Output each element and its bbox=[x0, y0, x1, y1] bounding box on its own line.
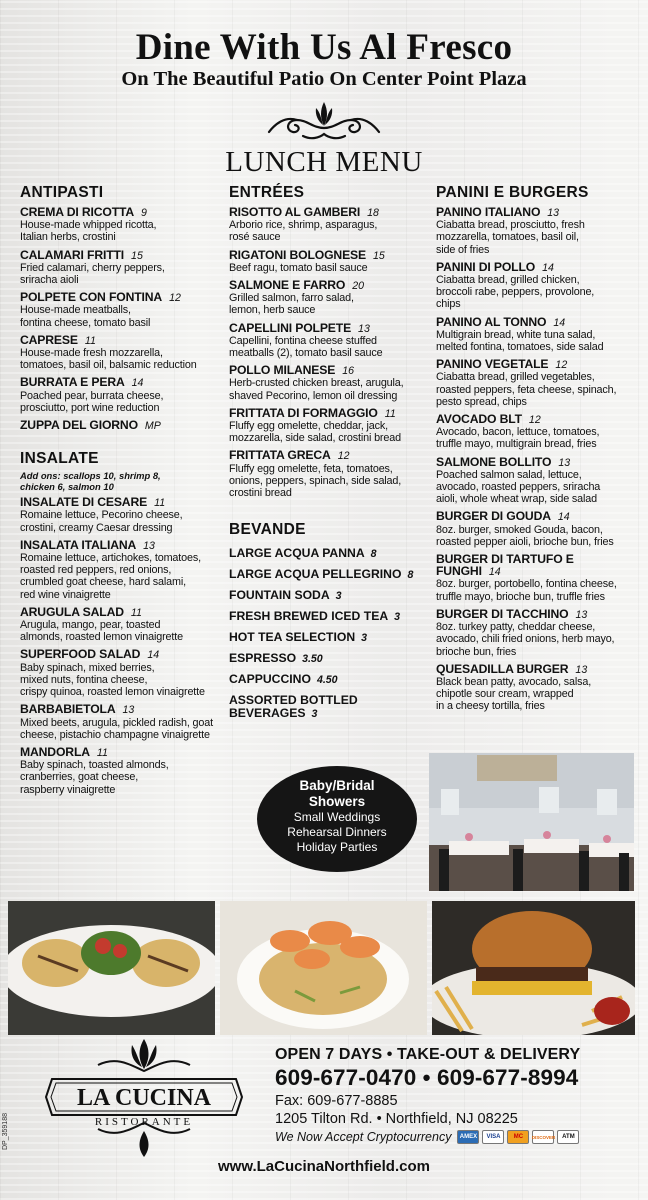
item-price: 11 bbox=[84, 334, 96, 347]
item-price: 14 bbox=[553, 316, 566, 329]
menu-item bbox=[436, 358, 646, 408]
menu-item bbox=[436, 206, 646, 256]
menu-item bbox=[20, 376, 230, 414]
item-name: ARUGULA SALAD bbox=[20, 604, 124, 619]
phone-numbers[interactable]: 609-677-0470 • 609-677-8994 bbox=[275, 1065, 579, 1090]
promo-headline: Baby/Bridal Showers bbox=[299, 778, 375, 809]
item-price: 12 bbox=[528, 414, 541, 427]
item-price: 14 bbox=[488, 566, 501, 579]
contact-block bbox=[275, 1046, 645, 1144]
item-desc: Multigrain bread, white tuna salad, melted fontina, tomatoes, side salad bbox=[436, 328, 604, 354]
item-price: 3 bbox=[335, 590, 342, 603]
menu-item bbox=[436, 663, 646, 713]
item-name: SALMONE E FARRO bbox=[229, 278, 346, 293]
item-name: SUPERFOOD SALAD bbox=[20, 647, 141, 662]
item-price: 3.50 bbox=[302, 653, 323, 666]
section-title-entrees: ENTRÉES bbox=[229, 184, 305, 201]
item-price: 13 bbox=[575, 608, 588, 621]
item-price: 9 bbox=[141, 207, 147, 219]
item-price: 15 bbox=[373, 249, 385, 262]
item-name: ASSORTED BOTTLED BEVERAGES bbox=[229, 693, 358, 721]
item-price: 11 bbox=[384, 407, 396, 420]
item-price: 14 bbox=[542, 261, 554, 274]
item-desc: Fried calamari, cherry peppers, sriracha aioli bbox=[20, 261, 165, 287]
item-desc: Romaine lettuce, artichokes, tomatoes, roasted red peppers, red onions, crumbled goat cheese, hard salami, red wine vinaigrette bbox=[20, 552, 201, 601]
item-price: 11 bbox=[154, 497, 166, 510]
menu-item bbox=[229, 249, 434, 274]
item-price: 11 bbox=[96, 746, 108, 759]
item-price: 16 bbox=[342, 365, 355, 378]
item-name: QUESADILLA BURGER bbox=[436, 661, 569, 676]
item-name: ZUPPA DEL GIORNO bbox=[20, 418, 138, 433]
antipasti-list bbox=[20, 206, 230, 432]
item-desc: House-made fresh mozzarella, tomatoes, basil oil, balsamic reduction bbox=[20, 347, 197, 372]
item-price: 3 bbox=[361, 632, 368, 645]
events-promo-badge bbox=[257, 766, 417, 872]
item-name: FRITTATA DI FORMAGGIO bbox=[229, 405, 378, 420]
insalate-list bbox=[20, 496, 230, 795]
menu-item bbox=[229, 279, 434, 317]
beverage-item bbox=[229, 568, 434, 582]
item-price: 3 bbox=[311, 708, 318, 721]
item-name: CAPRESE bbox=[20, 332, 78, 347]
promo-line: Small Weddings bbox=[293, 810, 381, 824]
item-price: 4.50 bbox=[316, 674, 338, 687]
item-desc: Ciabatta bread, grilled chicken, broccoli rabe, peppers, provolone, chips bbox=[436, 274, 595, 311]
item-desc: 8oz. burger, portobello, fontina cheese, truffle mayo, brioche bun, truffle fries bbox=[436, 578, 617, 603]
address: 1205 Tilton Rd. • Northfield, NJ 08225 bbox=[275, 1111, 518, 1127]
item-name: FRITTATA GRECA bbox=[229, 448, 331, 463]
item-desc: House-made whipped ricotta, Italian herbs, crostini bbox=[20, 219, 157, 244]
section-title-panini: PANINI E BURGERS bbox=[436, 184, 589, 201]
item-name: LARGE ACQUA PANNA bbox=[229, 546, 365, 561]
item-name: MANDORLA bbox=[20, 744, 90, 759]
item-desc: Beef ragu, tomato basil sauce bbox=[229, 261, 368, 274]
item-price: 13 bbox=[547, 207, 560, 219]
item-name: CAPELLINI POLPETE bbox=[229, 320, 352, 335]
item-name: BURGER DI TARTUFO E FUNGHI bbox=[436, 552, 574, 579]
item-name: LARGE ACQUA PELLEGRINO bbox=[229, 567, 402, 582]
menu-item bbox=[20, 496, 230, 534]
column-right bbox=[436, 184, 646, 718]
la-cucina-logo bbox=[38, 1035, 250, 1161]
menu-item bbox=[436, 413, 646, 451]
mastercard-icon: MC bbox=[507, 1130, 529, 1144]
item-price: 12 bbox=[337, 450, 350, 463]
item-name: PANINO ITALIANO bbox=[436, 205, 541, 219]
section-title-antipasti: ANTIPASTI bbox=[20, 184, 104, 201]
item-name: BURRATA E PERA bbox=[20, 375, 125, 390]
item-price: 13 bbox=[122, 704, 135, 717]
item-desc: 8oz. turkey patty, cheddar cheese, avocado, chili fried onions, herb mayo, brioche bun, fries bbox=[436, 621, 615, 658]
item-name: CALAMARI FRITTI bbox=[20, 247, 125, 262]
item-desc: Poached pear, burrata cheese, prosciutto, port wine reduction bbox=[20, 389, 164, 414]
menu-item bbox=[20, 206, 230, 244]
beverage-item bbox=[229, 673, 434, 687]
logo-sub: RISTORANTE bbox=[94, 1116, 194, 1128]
crypto-note: We Now Accept Cryptocurrency bbox=[275, 1130, 452, 1144]
menu-item bbox=[20, 606, 230, 644]
menu-item bbox=[229, 364, 434, 402]
promo-line: Holiday Parties bbox=[296, 840, 378, 854]
item-name: RISOTTO AL GAMBERI bbox=[229, 205, 361, 219]
panini-list bbox=[436, 206, 646, 713]
item-price: MP bbox=[144, 420, 161, 433]
insalate-addons-note: Add ons: scallops 10, shrimp 8, chicken 6, salmon 10 bbox=[20, 470, 161, 493]
fax-number: Fax: 609-677-8885 bbox=[275, 1093, 398, 1109]
print-code: DP_359188 bbox=[2, 1113, 9, 1150]
item-price: 8 bbox=[370, 548, 377, 561]
menu-item bbox=[20, 746, 230, 796]
item-name: BARBABIETOLA bbox=[20, 702, 116, 717]
promo-line: Rehearsal Dinners bbox=[287, 825, 387, 839]
beverage-item bbox=[229, 547, 434, 561]
burger-fries-photo bbox=[432, 901, 635, 1035]
item-name: AVOCADO BLT bbox=[436, 412, 522, 427]
item-name: SALMONE BOLLITO bbox=[436, 454, 552, 469]
logo-name: LA CUCINA bbox=[76, 1085, 212, 1111]
item-desc: Avocado, bacon, lettuce, tomatoes, truffle mayo, multigrain bread, fries bbox=[436, 426, 600, 451]
discover-card-icon: DISCOVER bbox=[532, 1130, 554, 1144]
menu-item bbox=[229, 449, 434, 499]
item-price: 13 bbox=[575, 663, 588, 676]
item-desc: Fluffy egg omelette, cheddar, jack, mozzarella, side salad, crostini bread bbox=[229, 420, 401, 445]
item-name: INSALATE DI CESARE bbox=[20, 495, 148, 510]
menu-heading: LUNCH MENU bbox=[225, 146, 423, 178]
beverage-item bbox=[229, 652, 434, 666]
item-desc: Ciabatta bread, prosciutto, fresh mozzarella, tomatoes, basil oil, side of fries bbox=[436, 219, 585, 256]
item-price: 13 bbox=[558, 456, 571, 469]
item-name: BURGER DI TACCHINO bbox=[436, 606, 569, 621]
beverage-item bbox=[229, 610, 434, 624]
column-left bbox=[20, 184, 230, 801]
item-name: ESPRESSO bbox=[229, 651, 297, 666]
section-title-bevande: BEVANDE bbox=[229, 521, 306, 539]
item-name: POLLO MILANESE bbox=[229, 363, 336, 378]
item-desc: Arugula, mango, pear, toasted almonds, roasted lemon vinaigrette bbox=[20, 619, 183, 644]
menu-item bbox=[436, 261, 646, 311]
menu-item bbox=[436, 510, 646, 548]
section-title-insalate: INSALATE bbox=[20, 450, 99, 468]
item-name: FOUNTAIN SODA bbox=[229, 588, 330, 603]
item-price: 11 bbox=[130, 606, 142, 619]
menu-item bbox=[20, 419, 230, 432]
item-desc: Arborio rice, shrimp, asparagus, rosé sauce bbox=[229, 219, 378, 244]
beverage-item bbox=[229, 694, 359, 721]
menu-item bbox=[229, 206, 434, 244]
item-price: 18 bbox=[367, 207, 379, 219]
item-name: PANINO AL TONNO bbox=[436, 314, 547, 329]
item-price: 13 bbox=[358, 322, 370, 335]
item-name: PANINI DI POLLO bbox=[436, 259, 536, 274]
item-price: 14 bbox=[131, 377, 144, 390]
menu-item bbox=[229, 407, 434, 445]
item-price: 8 bbox=[407, 569, 414, 582]
bevande-list bbox=[229, 547, 434, 721]
item-price: 20 bbox=[352, 280, 365, 293]
item-desc: Mixed beets, arugula, pickled radish, goat cheese, pistachio champagne vinaigrette bbox=[20, 716, 213, 741]
item-price: 12 bbox=[555, 359, 568, 372]
eggplant-dish-photo bbox=[8, 901, 215, 1035]
shrimp-risotto-photo bbox=[220, 901, 427, 1035]
amex-card-icon: AMEX bbox=[457, 1130, 479, 1144]
item-price: 14 bbox=[557, 511, 570, 524]
item-price: 3 bbox=[394, 611, 401, 624]
item-name: CREMA DI RICOTTA bbox=[20, 205, 135, 219]
visa-card-icon: VISA bbox=[482, 1130, 504, 1144]
item-name: PANINO VEGETALE bbox=[436, 357, 549, 372]
item-price: 12 bbox=[169, 292, 181, 305]
page-title: Dine With Us Al Fresco bbox=[135, 27, 513, 68]
menu-item bbox=[20, 648, 230, 698]
menu-item bbox=[436, 456, 646, 506]
item-name: CAPPUCCINO bbox=[229, 672, 311, 687]
website-link[interactable]: www.LaCucinaNorthfield.com bbox=[218, 1158, 430, 1175]
item-price: 15 bbox=[131, 249, 143, 262]
item-name: FRESH BREWED ICED TEA bbox=[229, 609, 389, 624]
item-name: RIGATONI BOLOGNESE bbox=[229, 247, 367, 262]
item-desc: House-made meatballs, fontina cheese, tomato basil bbox=[20, 304, 151, 329]
item-name: HOT TEA SELECTION bbox=[229, 630, 356, 645]
dining-room-photo bbox=[429, 753, 634, 891]
item-desc: Baby spinach, mixed berries, mixed nuts, fontina cheese, crispy quinoa, roasted lemon vinaigrette bbox=[20, 661, 205, 699]
payment-row bbox=[275, 1130, 645, 1144]
ornament-icon bbox=[263, 98, 385, 144]
item-name: BURGER DI GOUDA bbox=[436, 509, 551, 524]
menu-item bbox=[20, 334, 230, 372]
item-desc: Fluffy egg omelette, feta, tomatoes, onions, peppers, spinach, side salad, crostini bread bbox=[229, 462, 402, 500]
item-desc: Romaine lettuce, Pecorino cheese, crostini, creamy Caesar dressing bbox=[20, 509, 183, 534]
item-desc: Ciabatta bread, grilled vegetables, roasted peppers, feta cheese, spinach, pesto spread, chips bbox=[436, 371, 617, 408]
item-name: INSALATA ITALIANA bbox=[20, 537, 137, 552]
menu-item bbox=[20, 249, 230, 287]
hours-banner: OPEN 7 DAYS • TAKE-OUT & DELIVERY bbox=[275, 1046, 581, 1063]
item-desc: Grilled salmon, farro salad, lemon, herb sauce bbox=[229, 292, 354, 317]
item-price: 13 bbox=[143, 539, 155, 552]
item-desc: Herb-crusted chicken breast, arugula, shaved Pecorino, lemon oil dressing bbox=[229, 377, 404, 402]
beverage-item bbox=[229, 631, 434, 645]
item-desc: Poached salmon salad, lettuce, avocado, roasted peppers, sriracha aioli, whole wheat wrap, side salad bbox=[436, 468, 601, 506]
menu-item bbox=[20, 703, 230, 741]
beverage-item bbox=[229, 589, 434, 603]
item-price: 14 bbox=[147, 649, 160, 662]
menu-item bbox=[436, 608, 646, 658]
item-desc: Baby spinach, toasted almonds, cranberries, goat cheese, raspberry vinaigrette bbox=[20, 759, 169, 796]
menu-item bbox=[436, 552, 617, 603]
atm-card-icon: ATM bbox=[557, 1130, 579, 1144]
item-desc: Capellini, fontina cheese stuffed meatballs (2), tomato basil sauce bbox=[229, 334, 383, 360]
menu-item bbox=[229, 322, 434, 360]
menu-item bbox=[436, 316, 646, 354]
item-name: POLPETE CON FONTINA bbox=[20, 290, 163, 305]
column-middle bbox=[229, 184, 434, 728]
item-desc: 8oz. burger, smoked Gouda, bacon, roasted pepper aioli, brioche bun, fries bbox=[436, 523, 614, 548]
item-desc: Black bean patty, avocado, salsa, chipotle sour cream, wrapped in a cheesy tortilla, fries bbox=[436, 675, 592, 713]
menu-item bbox=[20, 539, 230, 601]
entrees-list bbox=[229, 206, 434, 499]
menu-item bbox=[20, 291, 230, 329]
page-subtitle: On The Beautiful Patio On Center Point Plaza bbox=[121, 68, 527, 90]
